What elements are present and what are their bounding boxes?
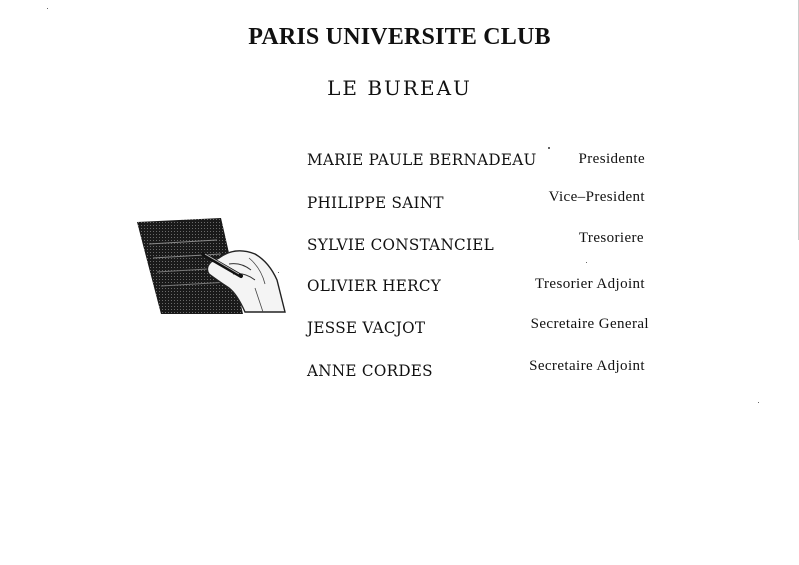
scan-speck <box>758 402 759 403</box>
scan-speck <box>278 272 279 273</box>
member-name: MARIE PAULE BERNADEAU <box>307 150 537 169</box>
page-subtitle: LE BUREAU <box>327 76 472 100</box>
member-name: ANNE CORDES <box>307 361 433 380</box>
member-name: JESSE VACJOT <box>307 318 426 337</box>
scan-speck <box>586 262 587 263</box>
member-role: Tresoriere <box>578 230 644 246</box>
member-role: Tresorier Adjoint <box>535 276 645 292</box>
member-name: OLIVIER HERCY <box>307 276 442 295</box>
member-name: PHILIPPE SAINT <box>307 193 444 212</box>
hand-writing-with-pen-icon <box>137 218 287 320</box>
member-name: SYLVIE CONSTANCIEL <box>307 235 495 254</box>
page-title: PARIS UNIVERSITE CLUB <box>248 24 551 50</box>
member-role: Vice–President <box>548 189 645 205</box>
member-role: Presidente <box>578 151 645 167</box>
member-role: Secretaire General <box>530 316 649 332</box>
member-role: Secretaire Adjoint <box>529 358 645 374</box>
scan-speck <box>47 8 48 9</box>
scan-speck <box>548 147 550 149</box>
